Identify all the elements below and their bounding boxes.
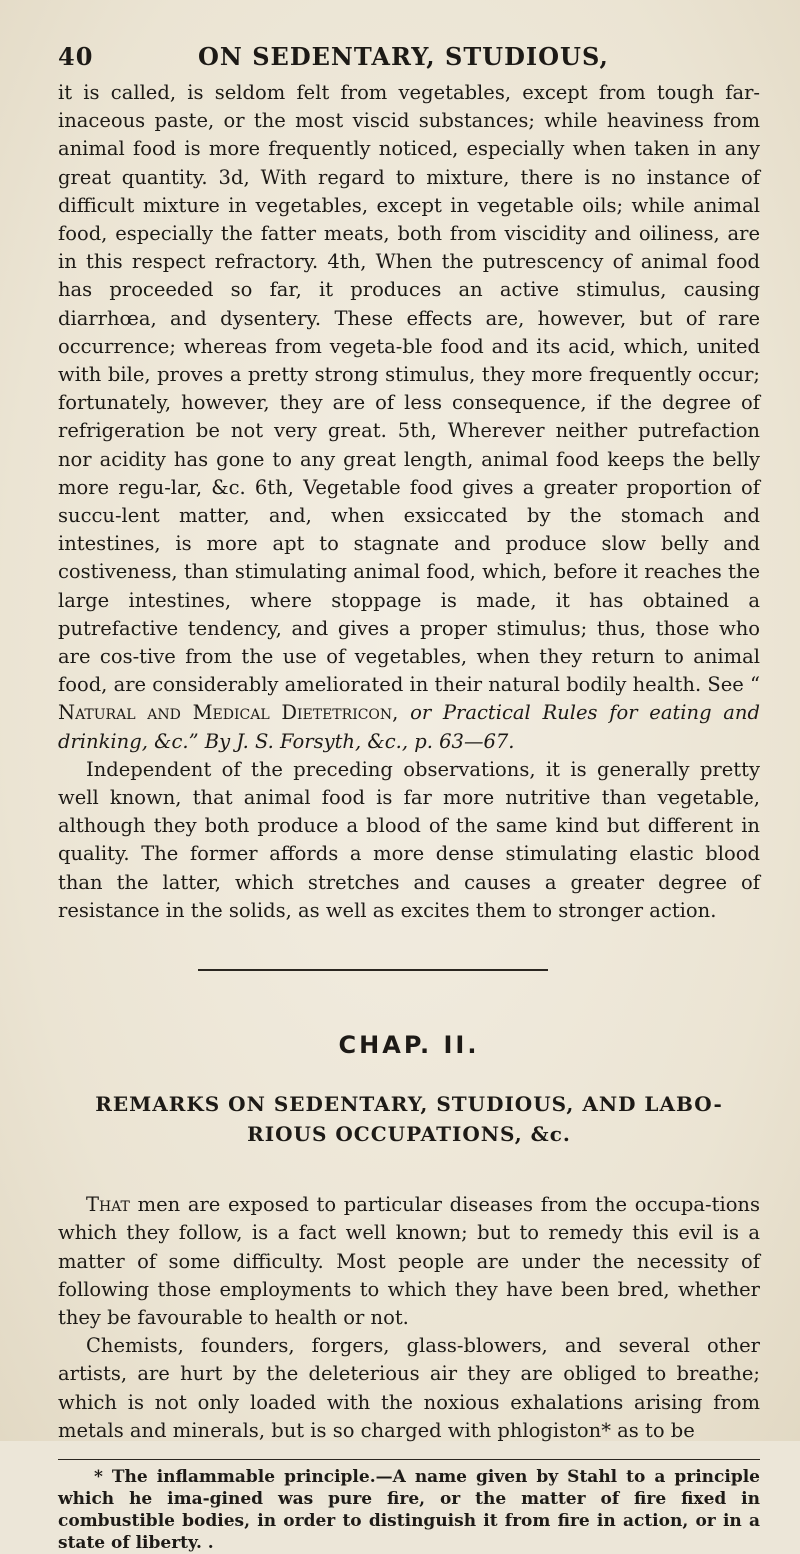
chapter-paragraph-1 [58, 1191, 760, 1332]
chapter-label: CHAP. II. [338, 1031, 480, 1060]
chapter-body [58, 1191, 760, 1445]
citation-open-quote: “ [750, 673, 760, 697]
citation-title: Natural and Medical Dietetricon, [58, 701, 399, 725]
lead-word: That [86, 1193, 130, 1217]
body-text [58, 79, 760, 925]
footnote-divider [58, 1459, 760, 1460]
chapter-title: REMARKS ON SEDENTARY, STUDIOUS, AND LABO-RIOUS OCCUPATIONS, &c. [95, 1092, 723, 1147]
paragraph-independent: Independent of the preceding observations, it is generally pretty well known, that animal food is far more nutritive than vegetable, although they both produce a blood of the same kind but different in quality. The former affords a more dense stimulating elastic blood than the latter, which stretches and causes a greater degree of resistance in the solids, as well as excites them to stronger action. [58, 757, 760, 922]
chapter-paragraph-2: Chemists, founders, forgers, glass-blowers, and several other artists, are hurt by the deleterious air they are obliged to breathe; which is not only loaded with the noxious exhalations arising from metals and minerals, but is so charged with phlogiston* as to be [58, 1334, 760, 1442]
running-head [58, 42, 760, 71]
page-number: 40 [58, 42, 94, 71]
running-head-title: ON SEDENTARY, STUDIOUS, [198, 42, 609, 71]
footnote: * The inflammable principle.—A name given by Stahl to a principle which he ima-gined was pure fire, or the matter of fire fixed in combustible bodies, in order to distinguish it from fire in action, or in a state of liberty. . [58, 1466, 760, 1553]
section-divider [198, 969, 548, 971]
paragraph-continued [58, 79, 760, 756]
paragraph-text: men are exposed to particular diseases from the occupa-tions which they follow, is a fact well known; but to remedy this evil is a matter of some difficulty. Most people are under the necessity of following those employments to which they have been bred, whether they be favourable to health or not. [58, 1193, 760, 1329]
citation-details: or Practical Rules for eating and drinking, &c.” By J. S. Forsyth, &c., p. 63—67. [58, 701, 760, 753]
paragraph-text: it is called, is seldom felt from vegetables, except from tough far-inaceous paste, or the most viscid substances; while heaviness from animal food is more frequently noticed, especially when taken in any great quantity. 3d, With regard to mixture, there is no instance of difficult mixture in vegetables, except in vegetable oils; while animal food, especially the fatter meats, both from viscidity and oiliness, are in this respect refractory. 4th, When the putrescency of animal food has proceeded so far, it produces an active stimulus, causing diarrhœa, and dysentery. These effects are, however, but of rare occurrence; whereas from vegeta-ble food and its acid, which, united with bile, proves a pretty strong stimulus, they more frequently occur; fortunately, however, they are of less consequence, if the degree of refrigeration be not very great. 5th, Wherever neither putrefaction nor acidity has gone to any great length, animal food keeps the belly more regu-lar, &c. 6th, Vegetable food gives a greater proportion of succu-lent matter, and, when exsiccated by the stomach and intestines, is more apt to stagnate and produce slow belly and costiveness, than stimulating animal food, which, before it reaches the large intestines, where stoppage is made, it has obtained a putrefactive tendency, and gives a proper stimulus; thus, those who are cos-tive from the use of vegetables, when they return to animal food, are considerably ameliorated in their natural bodily health. See [58, 81, 760, 697]
